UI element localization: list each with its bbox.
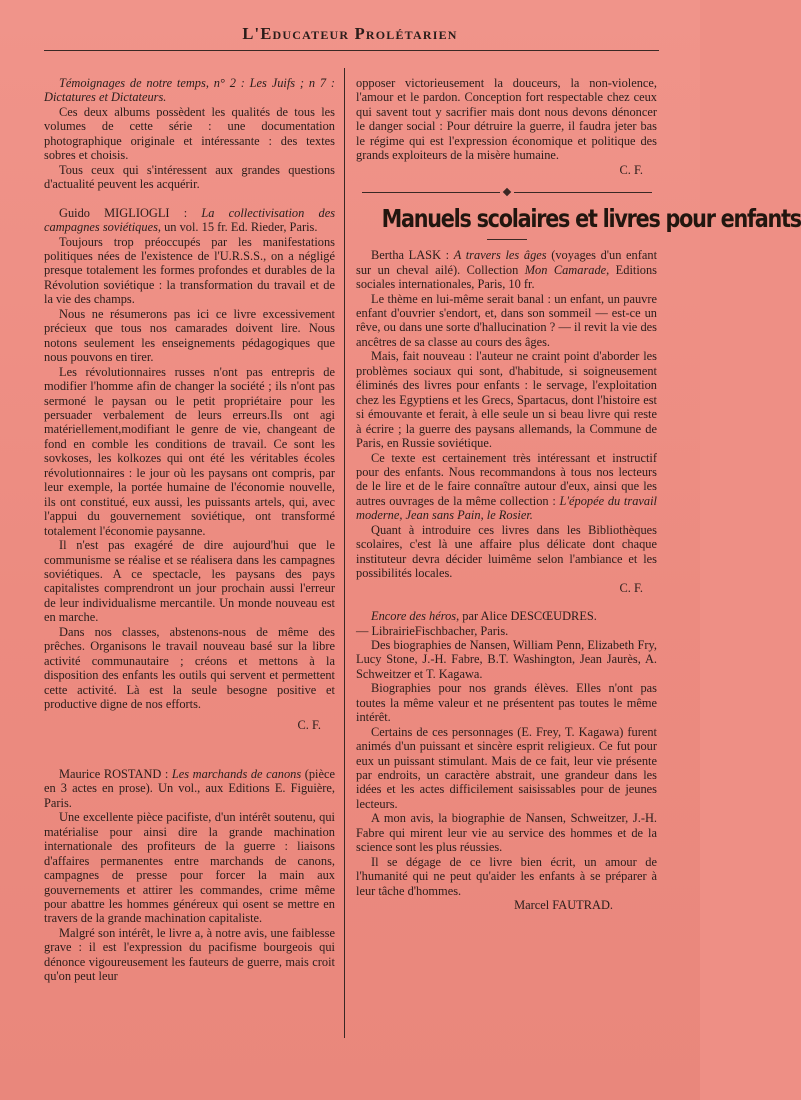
review-descoeudres-paragraph: Il se dégage de ce livre bien écrit, un amour de l'humanité qui ne peut qu'aider les enfants à se préparer à leur tâche d'hommes. (356, 854, 657, 898)
review-descoeudres-paragraph: A mon avis, la biographie de Nansen, Schweitzer, J.-H. Fabre qui mirent leur vie au service des hommes et de la science sont les plus réussies. (356, 811, 657, 855)
review-miglioli-paragraph: Nous ne résumerons pas ici ce livre excessivement précieux que tous nos camarades doivent lire. Nous notons seulement les enseignements pédagogiques que nous pouvons en tirer. (44, 306, 335, 365)
review-lask-paragraph: Quant à introduire ces livres dans les Bibliothèques scolaires, c'est là une affaire plus délicate dont chaque instituteur devra décider luimême selon l'ambiance et les possibilités locales. (356, 522, 657, 581)
review-descoeudres-paragraph: Biographies pour nos grands élèves. Elles n'ont pas toutes la même valeur et ne présentent pas toutes le même intérêt. (356, 681, 657, 725)
review-rostand-continued: opposer victorieusement la douceurs, la non-violence, l'amour et le pardon. Conception fort respectable chez ceux qui savent tout y sacrifier mais dont nous devons dénoncer le danger social : Pour détruire la guerre, il faudra jeter bas le régime qui est l'expression économique et politique des grands exploiteurs de la misère humaine. (356, 76, 657, 163)
publication-info: , Editions sociales internationales, Paris, 10 fr. (356, 262, 657, 292)
collection-name: Mon Camarade (524, 262, 607, 277)
author-name: Guido MIGLIOGLI (59, 205, 170, 220)
author-name: , par Alice DESCŒUDRES. (456, 609, 597, 624)
review-signature: Marcel FAUTRAD. (514, 898, 613, 913)
review-rostand-paragraph: Malgré son intérêt, le livre a, à notre avis, une faiblesse grave : il est l'expression du pacifisme bourgeois qui dénonce vigoureusement les fauteurs de guerre, mais croit qu'on peut leur (44, 925, 335, 984)
spacer (44, 192, 335, 206)
review-miglioli-paragraph: Il n'est pas exagéré de dire aujourd'hui que le communisme se réalise et se réalisera dans les campagnes soviétiques. A ce spectacle, les paysans des pays capitalistes comprendront un jour prochain aussi l'erreur de leur individualisme mercantile. Un monde nouveau est en marche. (44, 538, 335, 625)
header-rule (44, 50, 659, 51)
review-miglioli-paragraph: Toujours trop préoccupés par les manifestations politiques nées de l'existence de l'U.R.S.S., on a négligé presque totalement les formes profondes et durables de la Révolution soviétique : la transformation du travail et de la vie des champs. (44, 234, 335, 307)
review-lask-paragraph: Mais, fait nouveau : l'auteur ne craint point d'aborder les problèmes sociaux qui sont, d'habitude, si soigneusement éliminés des livres pour enfants : le servage, l'exploitation chez les Egyptiens et les Grecs, Spartacus, dont l'histoire est si émouvante et ferait, à elle seule un si beau livre qui reste à écrire ; la guerre des paysans allemands, la Commune de Paris, en Russie soviétique. (356, 349, 657, 451)
book-title: La collectivisation des campagnes soviétiques (44, 205, 336, 235)
review-miglioli-paragraph: Les révolutionnaires russes n'ont pas entrepris de modifier l'homme afin de changer la société ; ils n'ont pas sermoné le paysan ou le petit propriétaire pour les persuader verbalement de leurs erreurs.Ils ont agi matériellement,modifiant le genre de vie, changeant de fond en comble les conditions de travail. Ce sont les sovkoses, les kolkozes qui ont été les véritables écoles révolutionnaires : le jour où les paysans ont compris, par leur exemple, la portée humaine de l'économie nouvelle, ils ont constitué, eux aussi, les puissants artels, qui, avec l'appui du gouvernement soviétique, ont transformé totalement l'économie paysanne. (44, 364, 335, 538)
review-signature: C. F. (619, 162, 643, 177)
review-rostand-paragraph: Une excellente pièce pacifiste, d'un intérêt soutenu, qui matérialise pour ainsi dire la grande machination internationale des profiteurs de la guerre : liaisons d'affaires permanentes entre marchands de canons, campagnes de presse pour forcer la main aux gouvernements et attirer les commandes, crime même pour abattre les hommes généreux qui osent se mettre en travers de la grande machination capitaliste. (44, 810, 335, 926)
review-descoeudres-paragraph: Des biographies de Nansen, William Penn, Elizabeth Fry, Lucy Stone, J.-H. Fabre, B.T. Washington, Jean Jaurès, A. Schweitzer et T. Kagawa. (356, 637, 657, 681)
right-column (356, 76, 801, 913)
diamond-ornament-icon (502, 188, 510, 196)
review-lask-heading: Bertha LASK : A travers les âges (voyages d'un enfant sur un cheval ailé). Collection Mon Camarade, Editions sociales internationales, Paris, 10 fr. (356, 248, 658, 292)
publication-info: (pièce en 3 actes en prose). Un vol., aux Editions E. Figuière, Paris. (44, 766, 335, 810)
heading-underline (356, 239, 657, 240)
review-miglioli-paragraph: Dans nos classes, abstenons-nous de même des prêches. Organisons le travail nouveau basé sur la libre activité communautaire ; créons et mettons à la disposition des enfants les outils qui servent et permettent cette activité. Là est la seule besogne positive et productive digne de nos efforts. (44, 624, 335, 712)
review-signature: C. F. (619, 580, 643, 595)
publication-info: — LibrairieFischbacher, Paris. (356, 623, 509, 638)
review-miglioli-heading: Guido MIGLIOGLI : La collectivisation des campagnes soviétiques, un vol. 15 fr. Ed. Rieder, Paris. (44, 205, 336, 235)
spacer (44, 711, 335, 718)
book-titles: L'épopée du travail moderne, Jean sans Pain, le Rosier. (356, 493, 657, 523)
review-temoignages-paragraph: Ces deux albums possèdent les qualités de tous les volumes de cette série : une documentation photographique originale et intéressante : des textes sobres et choisis. (44, 104, 335, 163)
publication-info: (voyages d'un enfant sur un cheval ailé). Collection (356, 248, 658, 277)
column-divider (344, 68, 345, 1038)
book-title: Encore des héros (371, 609, 457, 624)
review-lask-paragraph: Ce texte est certainement très intéressant et instructif pour des enfants. Nous recommandons à tous nos lecteurs de le lire et de le faire connaître autour d'eux, ainsi que les autres ouvrages de la même collection : L'épopée du travail moderne, Jean sans Pain, le Rosier. (356, 450, 657, 523)
review-rostand-heading: Maurice ROSTAND : Les marchands de canons (pièce en 3 actes en prose). Un vol., aux Editions E. Figuière, Paris. (44, 766, 335, 810)
left-column (44, 76, 335, 984)
review-temoignages-title: Témoignages de notre temps, n° 2 : Les Juifs ; n 7 : Dictatures et Dictateurs. (44, 76, 335, 105)
section-heading: Manuels scolaires et livres pour enfants (381, 204, 801, 234)
review-lask-paragraph: Le thème en lui-même serait banal : un enfant, un pauvre enfant d'ouvrier s'endort, et, dans son sommeil — est-ce un rêve, ou dans une sorte d'hallucination ? — il revit la vie des ancêtres de sa classe au cours des âges. (356, 291, 657, 349)
author-name: Maurice ROSTAND (59, 766, 162, 781)
section-ornament (356, 183, 657, 201)
book-title: Les marchands de canons (171, 766, 302, 781)
review-descoeudres-paragraph: Certains de ces personnages (E. Frey, T. Kagawa) furent animés d'un puissant et sincère esprit religieux. Ce fut pour eux un puissant stimulant. Mais de ce fait, leur vie présente par endroits, un caractère abstrait, une grandeur dans les idées et les actes difficilement saisissables pour de jeunes lecteurs. (356, 724, 657, 811)
spacer (44, 733, 335, 767)
book-title: A travers les âges (453, 248, 547, 263)
review-signature: C. F. (297, 718, 321, 733)
review-descoeudres-heading (356, 609, 657, 623)
publication-info: , un vol. 15 fr. Ed. Rieder, Paris. (157, 220, 318, 235)
spacer (356, 595, 657, 609)
author-name: Bertha LASK (371, 248, 442, 263)
review-temoignages-paragraph: Tous ceux qui s'intéressent aux grandes questions d'actualité peuvent les acquérir. (44, 162, 335, 192)
page-header: L'Educateur Prolétarien (242, 24, 458, 43)
